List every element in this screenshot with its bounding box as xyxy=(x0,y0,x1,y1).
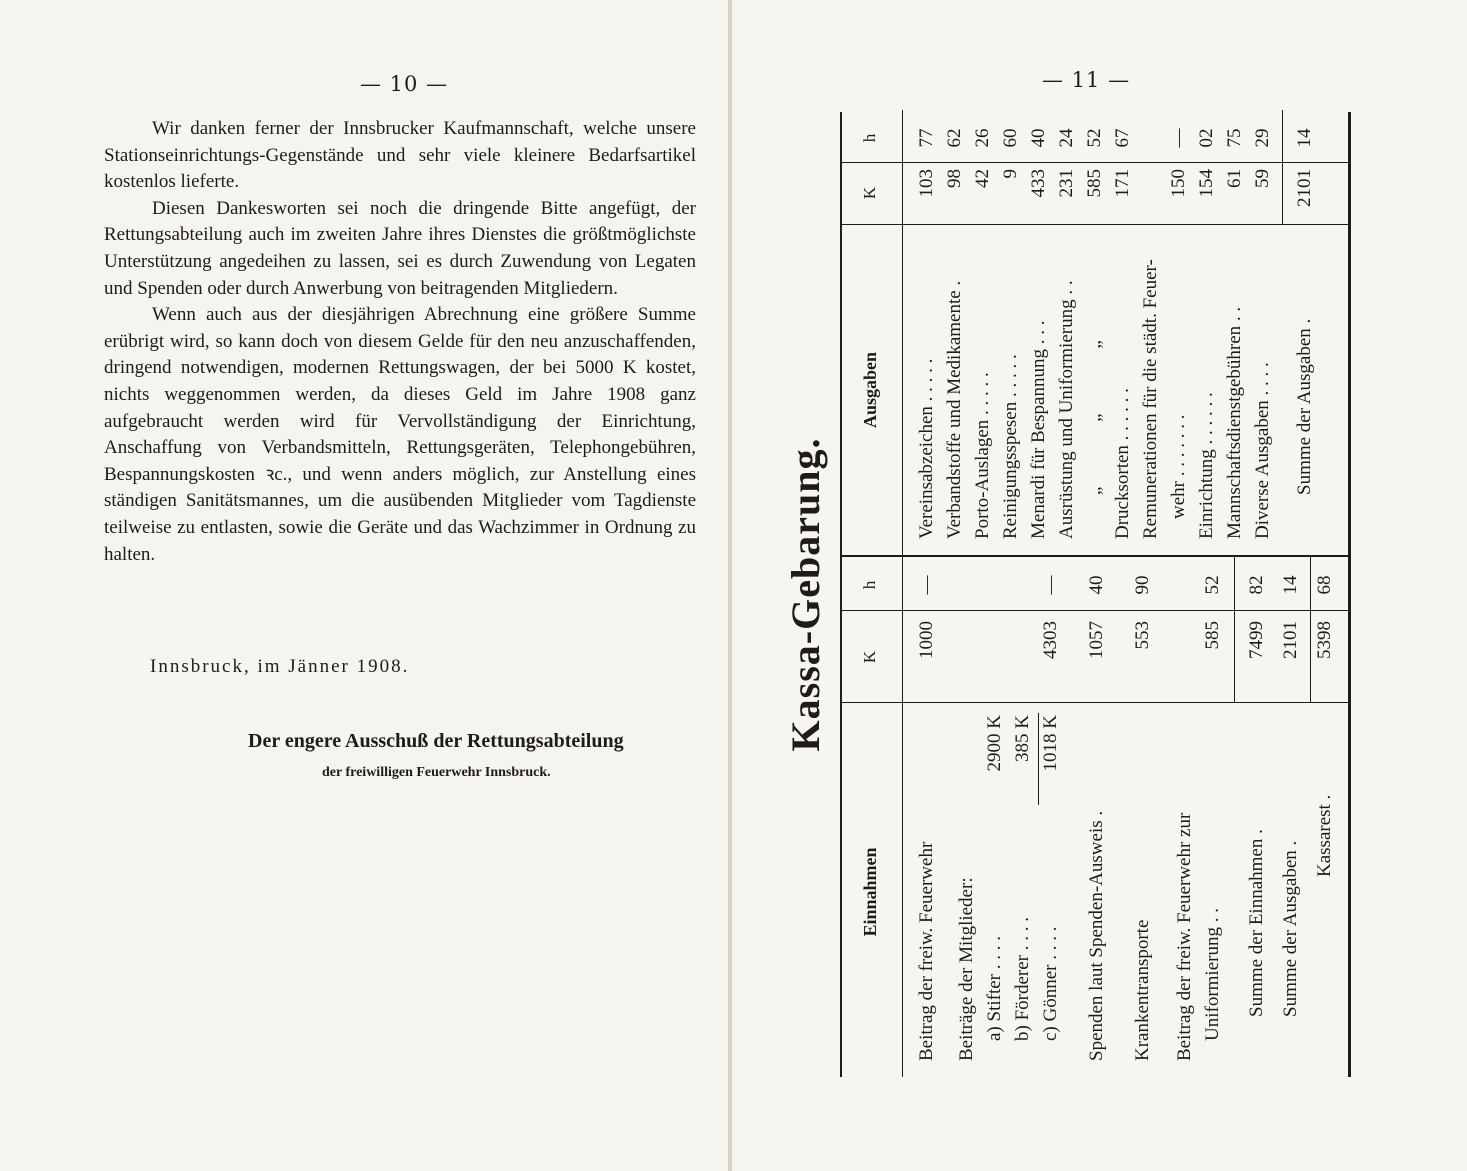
row-k: 231 xyxy=(1056,169,1077,198)
table-row xyxy=(1280,557,1308,1077)
row-h: — xyxy=(916,575,937,595)
table-row xyxy=(1012,557,1040,1077)
ledger-title: Kassa-Gebarung. xyxy=(783,437,828,752)
row-h: 29 xyxy=(1252,128,1273,148)
table-row xyxy=(956,557,984,1077)
row-k: 154 xyxy=(1196,169,1217,198)
row-h: 52 xyxy=(1084,128,1105,148)
row-desc: Diverse Ausgaben . . . . xyxy=(1252,362,1273,539)
row-k: 2101 xyxy=(1280,621,1301,659)
row-desc: b) Förderer . . . . xyxy=(1012,917,1033,1041)
row-desc: Verbandstoffe und Medikamente . xyxy=(944,280,965,539)
row-sub: 2900 K xyxy=(984,715,1005,772)
row-desc: Kassarest . xyxy=(1314,794,1335,877)
ausgaben-col-k: K xyxy=(860,186,879,200)
ausgaben-col-h: h xyxy=(860,133,879,143)
body-text xyxy=(104,116,696,568)
row-k: 42 xyxy=(972,169,993,188)
row-desc: Drucksorten . . . . . . xyxy=(1112,388,1133,539)
row-desc: Beitrag der freiw. Feuerwehr zur xyxy=(1174,812,1195,1061)
row-h: 82 xyxy=(1246,575,1267,595)
row-k: 9 xyxy=(1000,169,1021,179)
row-k: 171 xyxy=(1112,169,1133,198)
row-h: 60 xyxy=(1000,128,1021,148)
row-h: 75 xyxy=(1224,128,1245,148)
table-row xyxy=(1252,110,1280,555)
row-h: 14 xyxy=(1294,128,1315,148)
row-k: 103 xyxy=(916,169,937,198)
ledger-table xyxy=(840,112,1351,1077)
row-k: 585 xyxy=(1202,621,1223,650)
table-row xyxy=(1000,110,1028,555)
row-desc: Remunerationen für die städt. Feuer- xyxy=(1140,259,1161,539)
table-row xyxy=(1084,110,1112,555)
row-desc: Porto-Auslagen . . . . . xyxy=(972,372,993,539)
ausgaben-header xyxy=(842,110,903,555)
table-row xyxy=(984,557,1012,1077)
page-number-left: — 10 — xyxy=(360,72,449,96)
row-desc: Krankentransporte xyxy=(1132,919,1153,1061)
einnahmen-col-k: K xyxy=(860,650,879,664)
kassa-ledger xyxy=(776,112,1346,1077)
signature-line-2: der freiwilligen Feuerwehr Innsbruck. xyxy=(322,765,551,780)
row-h: 68 xyxy=(1314,575,1335,595)
row-k: 61 xyxy=(1224,169,1245,188)
table-row xyxy=(1196,110,1224,555)
row-h: — xyxy=(1168,128,1189,148)
table-row xyxy=(1028,110,1056,555)
row-desc: Beiträge der Mitglieder: xyxy=(956,877,977,1061)
row-desc: Summe der Einnahmen . xyxy=(1246,829,1267,1017)
row-k: 4303 xyxy=(1040,621,1061,659)
sum-rule xyxy=(1310,557,1311,703)
einnahmen-header xyxy=(842,557,903,1077)
row-desc: „ „ „ xyxy=(1084,310,1105,495)
sum-rule xyxy=(1234,557,1235,703)
row-h: 40 xyxy=(1086,575,1107,595)
sum-rule xyxy=(1282,110,1283,225)
place-date: Innsbruck, im Jänner 1908. xyxy=(150,656,410,677)
row-k: 1057 xyxy=(1086,621,1107,659)
table-row xyxy=(1246,557,1274,1077)
table-row xyxy=(1140,110,1168,555)
row-h: 62 xyxy=(944,128,965,148)
row-h: 02 xyxy=(1196,128,1217,148)
row-h: 26 xyxy=(972,128,993,148)
left-page xyxy=(0,0,728,1171)
row-k: 1000 xyxy=(916,621,937,659)
einnahmen-header-label: Einnahmen xyxy=(860,847,880,937)
row-k: 433 xyxy=(1028,169,1049,198)
row-desc: Uniformierung . . xyxy=(1202,908,1223,1041)
einnahmen-section xyxy=(842,557,1348,1077)
paragraph-3: Wenn auch aus der diesjährigen Abrechnung eine größere Summe erübrigt wird, so kann doch von diesem Gelde für den neu anzuschaffenden, dringend notwendigen, modernen Rettungswagen, der bei 5000 K kostet, nichts weggenommen werden, da dieses Geld im Jahre 1908 ganz aufgebraucht werden wird für Vervollständigung der Einrichtung, Anschaffung von Verbandsmitteln, Rettungsgeräten, Telephongebühren, Bespannungskosten ꝛc., und wenn anders möglich, zur Anstellung eines ständigen Sanitätsmannes, um die ausübenden Mitglieder vom Tagdienste teilweise zu entlasten, sowie die Geräte und das Wachzimmer in Ordnung zu halten. xyxy=(104,304,696,565)
row-desc: a) Stifter . . . . xyxy=(984,935,1005,1041)
signature-line-1: Der engere Ausschuß der Rettungsabteilung xyxy=(248,730,624,752)
row-k: 150 xyxy=(1168,169,1189,198)
row-desc: Ausrüstung und Uniformierung . . xyxy=(1056,280,1077,539)
row-sub: 385 K xyxy=(1012,715,1033,762)
table-row xyxy=(916,110,944,555)
row-desc: Menardi für Bespannung . . . xyxy=(1028,320,1049,539)
row-h: — xyxy=(1040,575,1061,595)
row-h: 40 xyxy=(1028,128,1049,148)
table-row xyxy=(1314,557,1342,1077)
table-row xyxy=(1112,110,1140,555)
table-row xyxy=(1056,110,1084,555)
ausgaben-header-label: Ausgaben xyxy=(860,351,880,429)
row-h: 24 xyxy=(1056,128,1077,148)
table-row xyxy=(944,110,972,555)
paragraph-1: Wir danken ferner der Innsbrucker Kaufmannschaft, welche unsere Stationseinrichtungs-Gegenstände und sehr viele kleinere Bedarfsartikel kostenlos lieferte. xyxy=(104,118,696,193)
row-k: 5398 xyxy=(1314,621,1335,659)
table-row xyxy=(1086,557,1114,1077)
row-h: 67 xyxy=(1112,128,1133,148)
table-row xyxy=(1202,557,1230,1077)
row-desc: Reinigungsspesen . . . . . xyxy=(1000,354,1021,539)
page-number-right: — 11 — xyxy=(1042,68,1131,92)
row-k: 585 xyxy=(1084,169,1105,198)
table-row xyxy=(1132,557,1160,1077)
row-h: 77 xyxy=(916,128,937,148)
row-k: 98 xyxy=(944,169,965,188)
row-h: 14 xyxy=(1280,575,1301,595)
paragraph-2: Diesen Dankesworten sei noch die dringende Bitte angefügt, der Rettungsabteilung auch im zweiten Jahre ihres Dienstes die größtmöglichste Unterstützung angedeihen zu lassen, sei es durch Zuwendung von Legaten und Spenden oder durch Anwerbung von beitragenden Mitgliedern. xyxy=(104,197,696,299)
table-row xyxy=(1040,557,1068,1077)
row-desc: Spenden laut Spenden-Ausweis . xyxy=(1086,810,1107,1061)
row-k: 2101 xyxy=(1294,169,1315,207)
row-k: 59 xyxy=(1252,169,1273,188)
table-row xyxy=(972,110,1000,555)
row-desc: Mannschaftsdienstgebühren . . xyxy=(1224,306,1245,539)
row-h: 52 xyxy=(1202,575,1223,595)
row-desc: Beitrag der freiw. Feuerwehr xyxy=(916,841,937,1061)
row-desc: Summe der Ausgaben . xyxy=(1280,840,1301,1017)
row-k: 7499 xyxy=(1246,621,1267,659)
row-h: 90 xyxy=(1132,575,1153,595)
subtotal-rule xyxy=(1038,713,1039,805)
row-desc: wehr . . . . . . . xyxy=(1168,414,1189,519)
row-desc: Einrichtung . . . . . . xyxy=(1196,392,1217,539)
row-desc: c) Gönner . . . . xyxy=(1040,926,1061,1041)
einnahmen-col-h: h xyxy=(860,580,879,590)
table-row xyxy=(1168,110,1196,555)
table-row xyxy=(1224,110,1252,555)
row-sub: 1018 K xyxy=(1040,715,1061,772)
table-row xyxy=(1174,557,1202,1077)
ausgaben-section xyxy=(842,110,1348,557)
table-row xyxy=(916,557,944,1077)
row-k: 553 xyxy=(1132,621,1153,650)
row-desc: Summe der Ausgaben . xyxy=(1294,318,1315,495)
table-row xyxy=(1294,110,1322,555)
row-desc: Vereinsabzeichen . . . . . xyxy=(916,358,937,539)
